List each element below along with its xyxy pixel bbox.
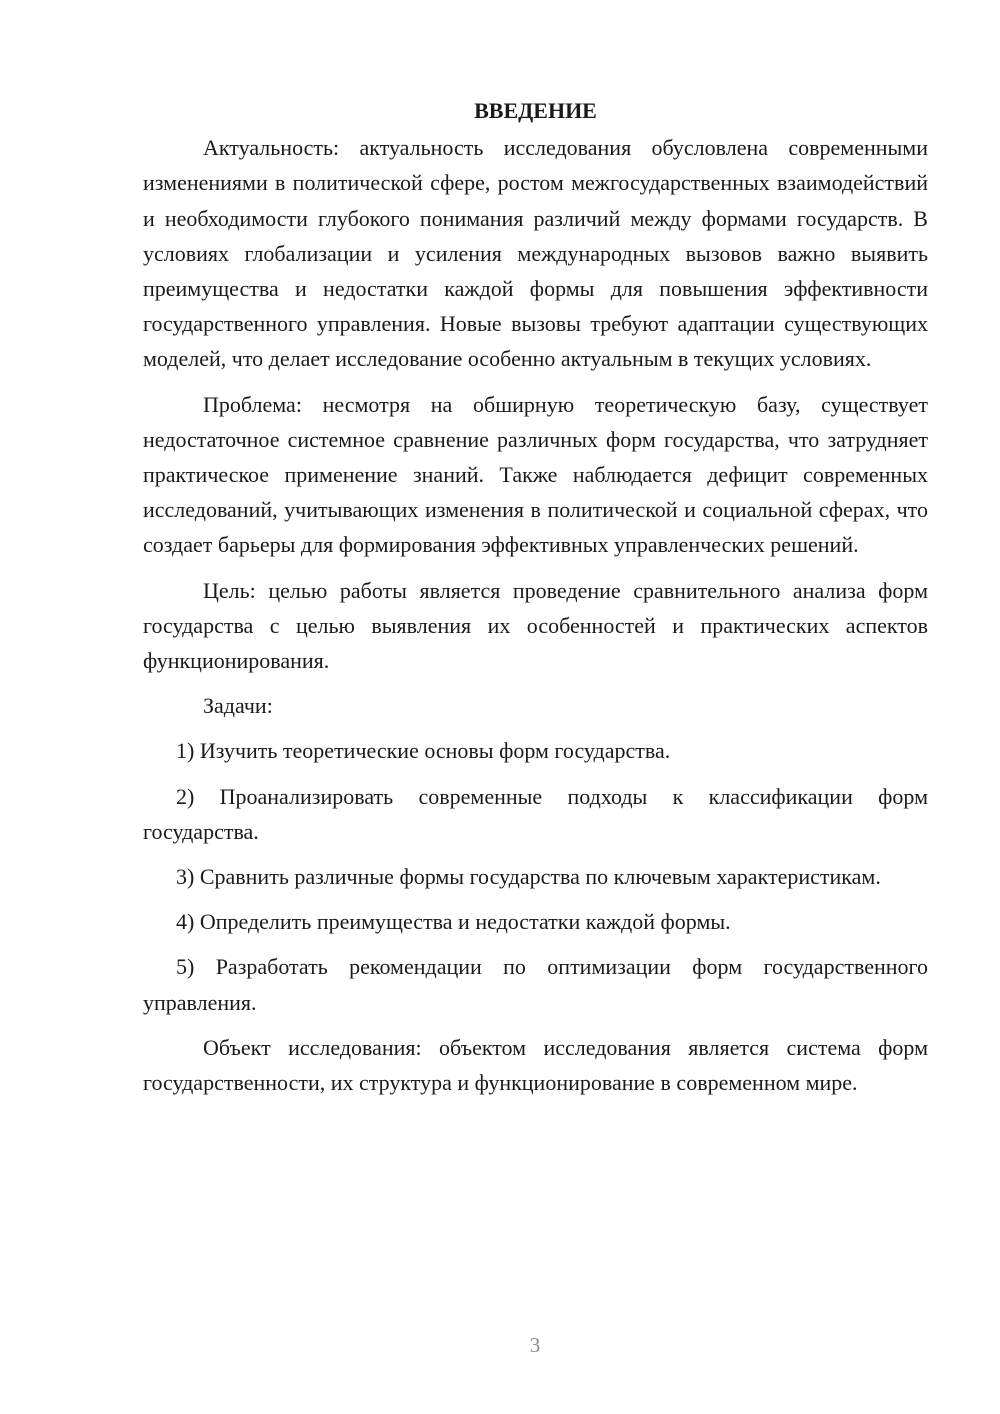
task-item-5: 5) Разработать рекомендации по оптимизации форм государственного управления. [143,954,928,1015]
section-heading: ВВЕДЕНИЕ [474,98,597,123]
page-content [143,93,928,1100]
goal-paragraph: Цель: целью работы является проведение сравнительного анализа форм государства с целью выявления их особенностей и практических аспектов функционирования. [143,577,928,674]
task-item-3: 3) Сравнить различные формы государства по ключевым характеристикам. [176,864,881,890]
object-paragraph: Объект исследования: объектом исследования является система форм государственности, их структура и функционирование в современном мире. [143,1034,928,1096]
task-item-1: 1) Изучить теоретические основы форм государства. [176,738,671,764]
problem-paragraph: Проблема: несмотря на обширную теоретическую базу, существует недостаточное системное сравнение различных форм государства, что затрудняет практическое применение знаний. Также наблюдается дефицит современных исследований, учитывающих изменения в политической и социальной сферах, что создает барьеры для формирования эффективных управленческих решений. [143,391,928,558]
task-item-4: 4) Определить преимущества и недостатки каждой формы. [176,909,731,935]
task-item-2: 2) Проанализировать современные подходы к классификации форм государства. [143,783,928,844]
relevance-paragraph: Актуальность: актуальность исследования обусловлена современными изменениями в политической сфере, ростом межгосударственных взаимодействий и необходимости глубокого понимания различий между формами государств. В условиях глобализации и усиления международных вызовов важно выявить преимущества и недостатки каждой формы для повышения эффективности государственного управления. Новые вызовы требуют адаптации существующих моделей, что делает исследование особенно актуальным в текущих условиях. [143,135,928,372]
page-number: 3 [529,1333,541,1357]
tasks-label: Задачи: [203,693,273,719]
